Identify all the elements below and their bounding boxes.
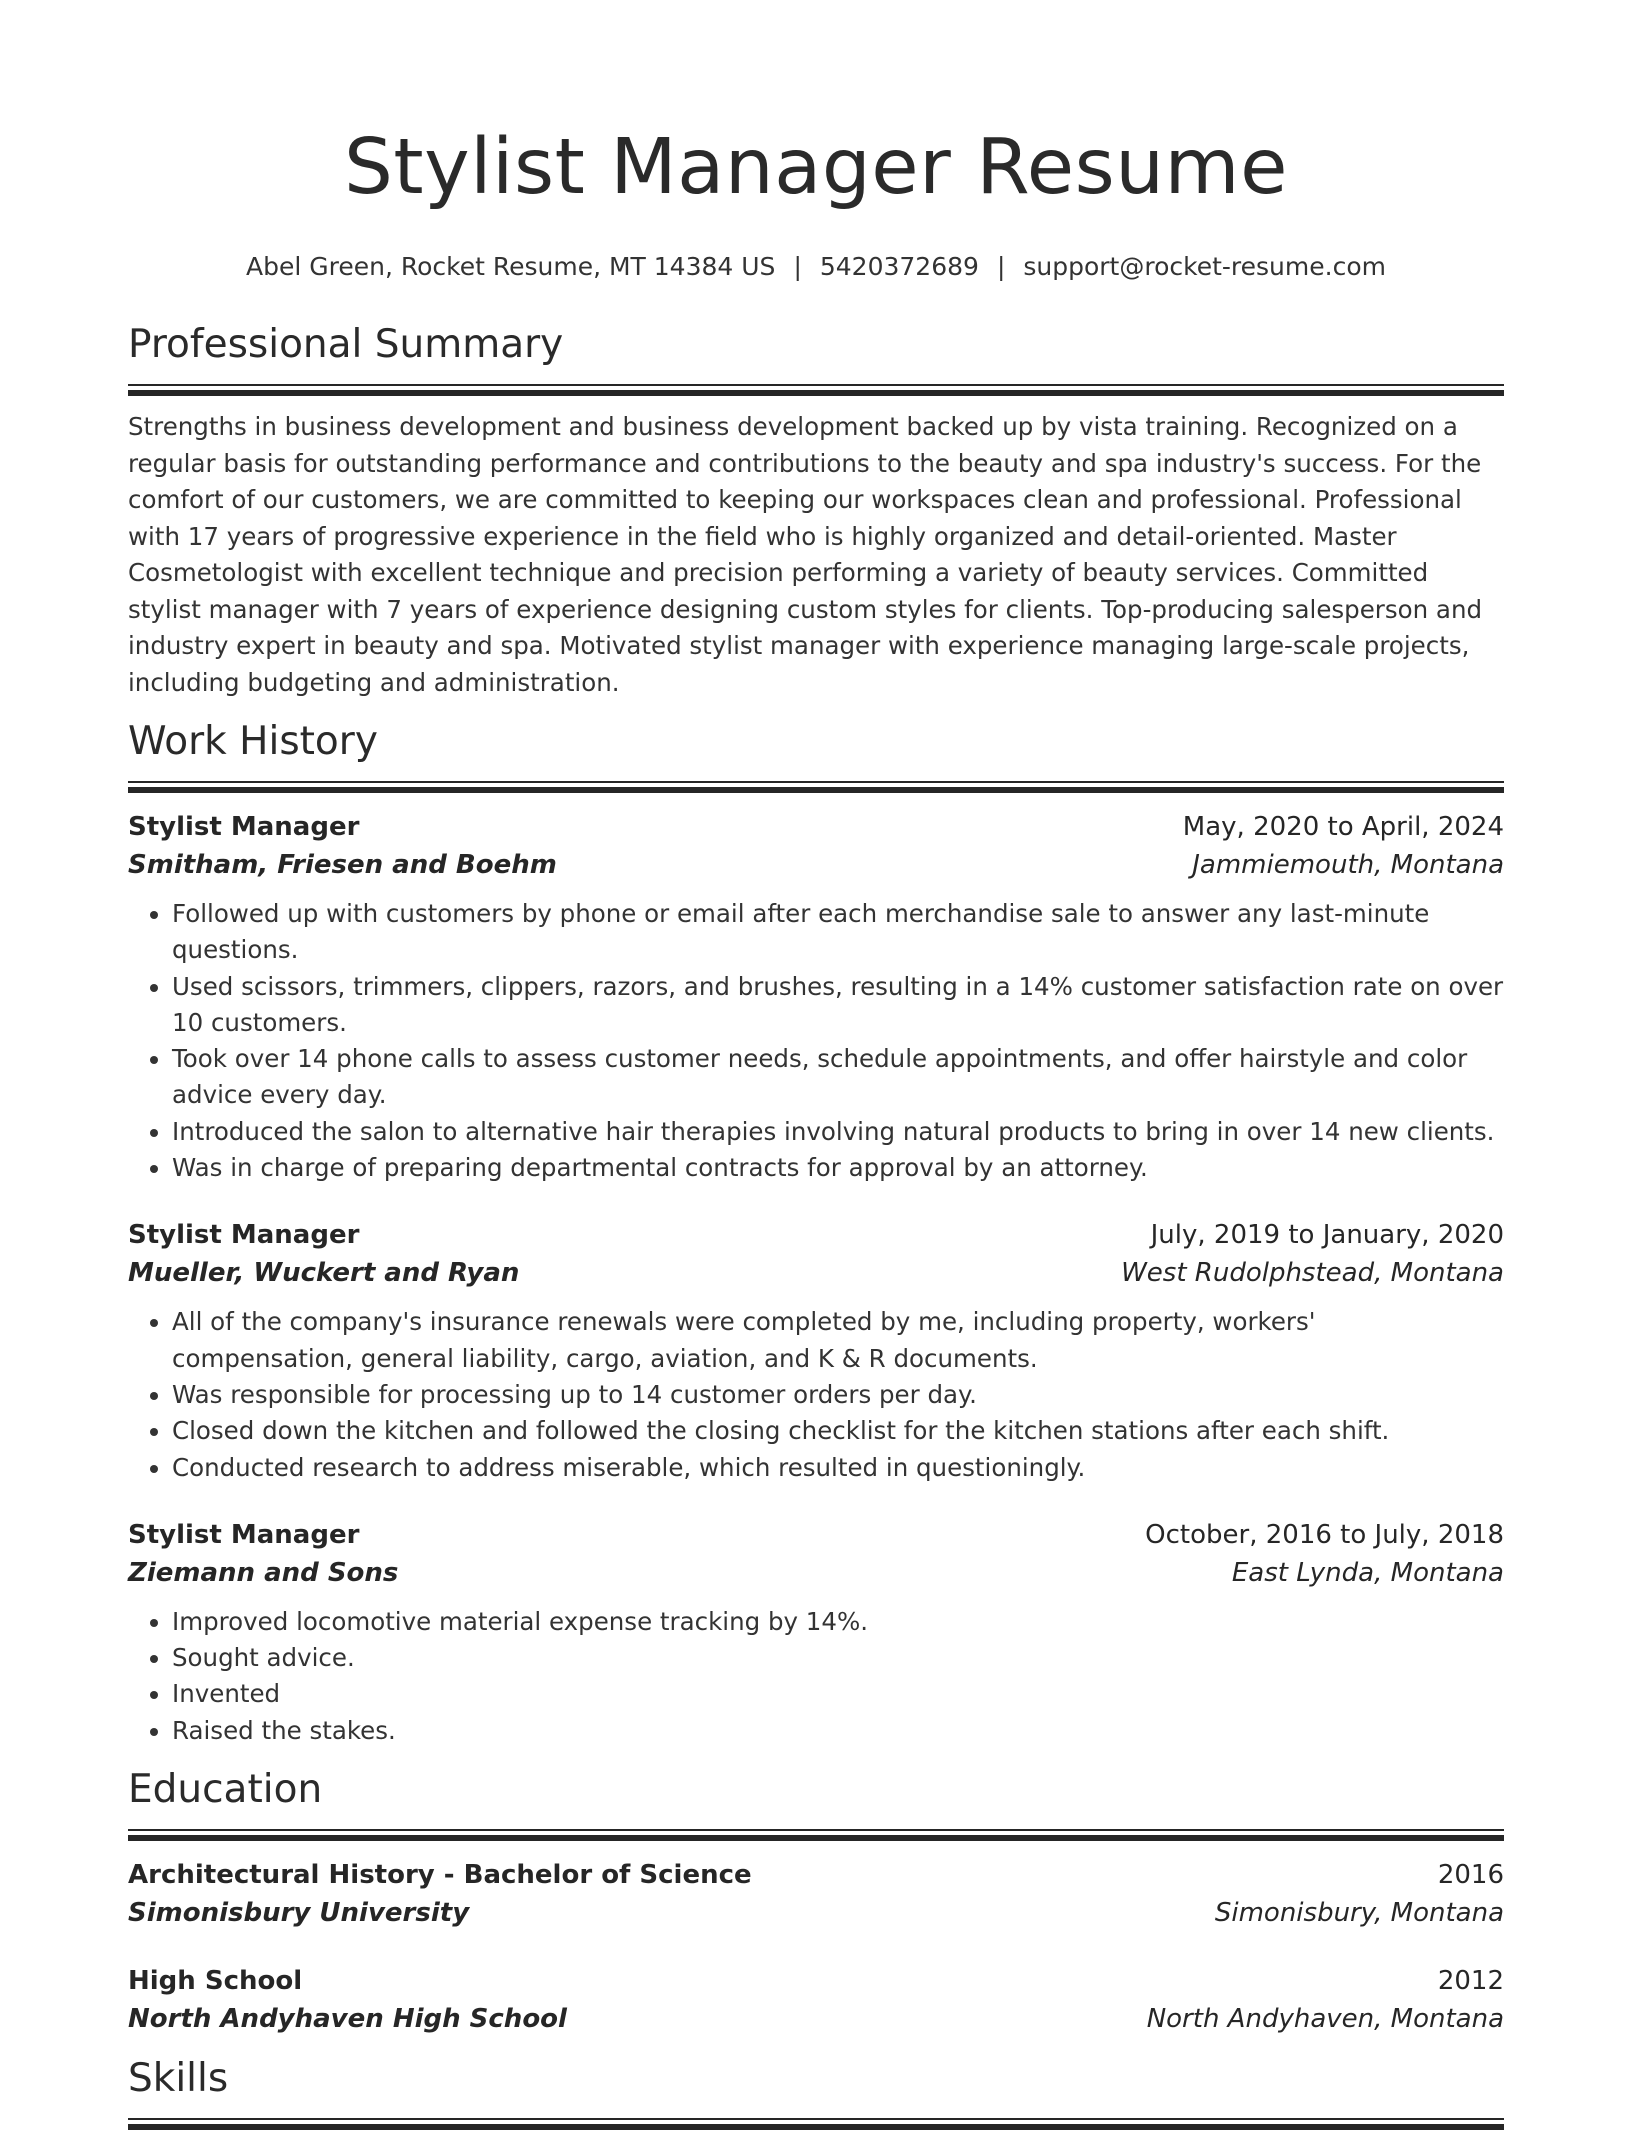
graduation-year: 2016: [1437, 1860, 1504, 1891]
section-heading: Education: [128, 1767, 323, 1813]
bullet-item: • Followed up with customers by phone or email after each merchandise sale to answer any last-minute questions.: [172, 896, 1504, 969]
job-entry: [128, 1216, 1504, 1485]
section-divider: [128, 781, 1504, 792]
job-title: Stylist Manager: [128, 1519, 360, 1550]
school-name: Simonisbury University: [128, 1898, 470, 1929]
job-title: Stylist Manager: [128, 812, 360, 842]
school-location: Simonisbury, Montana: [1214, 1898, 1504, 1929]
section-heading: Skills: [128, 2056, 229, 2102]
contact-phone: 5420372689: [819, 252, 979, 281]
job-title: Stylist Manager: [128, 1220, 360, 1251]
school-name: North Andyhaven High School: [128, 2004, 567, 2035]
skills-section: [128, 2054, 1504, 2129]
company-name: Mueller, Wuckert and Ryan: [128, 1258, 520, 1289]
job-entry: [128, 1516, 1504, 1749]
section-heading: Work History: [128, 719, 378, 764]
job-bullets: [128, 1304, 1504, 1485]
job-bullets: [128, 896, 1504, 1186]
education-entry: [128, 1962, 1504, 2038]
bullet-item: • Raised the stakes.: [172, 1713, 1504, 1749]
contact-separator: |: [793, 252, 802, 281]
job-bullets: [128, 1604, 1504, 1749]
bullet-item: • Was responsible for processing up to 14 customer orders per day.: [172, 1377, 1504, 1413]
contact-email: support@rocket-resume.com: [1023, 252, 1386, 281]
job-dates: July, 2019 to January, 2020: [1150, 1220, 1504, 1251]
job-location: West Rudolphstead, Montana: [1121, 1258, 1504, 1289]
company-name: Ziemann and Sons: [128, 1557, 399, 1588]
job-location: Jammiemouth, Montana: [1192, 850, 1504, 880]
resume-title: Stylist Manager Resume: [344, 123, 1288, 212]
bullet-item: • Introduced the salon to alternative hair therapies involving natural products to bring in over 14 new clients.: [172, 1114, 1504, 1150]
section-heading: Professional Summary: [128, 322, 564, 367]
education-section: [128, 1765, 1504, 2038]
job-location: East Lynda, Montana: [1231, 1557, 1504, 1588]
contact-address: Abel Green, Rocket Resume, MT 14384 US: [246, 252, 776, 281]
bullet-item: • All of the company's insurance renewals were completed by me, including property, workers' compensation, general liability, cargo, aviation, and K & R documents.: [172, 1304, 1504, 1377]
job-entry: [128, 808, 1504, 1186]
bullet-item: • Took over 14 phone calls to assess customer needs, schedule appointments, and offer hairstyle and color advice every day.: [172, 1041, 1504, 1114]
section-divider: [128, 2118, 1504, 2129]
bullet-item: • Sought advice.: [172, 1640, 1504, 1676]
bullet-item: • Closed down the kitchen and followed the closing checklist for the kitchen stations after each shift.: [172, 1413, 1504, 1449]
work-history-section: [128, 717, 1504, 1749]
degree-name: High School: [128, 1966, 303, 1997]
section-divider: [128, 384, 1504, 395]
bullet-item: • Improved locomotive material expense tracking by 14%.: [172, 1604, 1504, 1640]
graduation-year: 2012: [1437, 1966, 1504, 1997]
summary-section: [128, 320, 1504, 701]
bullet-item: • Invented: [172, 1676, 1504, 1712]
company-name: Smitham, Friesen and Boehm: [128, 850, 557, 880]
summary-text: Strengths in business development and business development backed up by vista training. Recognized on a regular basis for outstanding performance and contributions to the beauty and spa industry's success. For the comfort of our customers, we are committed to keeping our workspaces clean and professional. Professional with 17 years of progressive experience in the field who is highly organized and detail-oriented. Master Cosmetologist with excellent technique and precision performing a variety of beauty services. Committed stylist manager with 7 years of experience designing custom styles for clients. Top-producing salesperson and industry expert in beauty and spa. Motivated stylist manager with experience managing large-scale projects, including budgeting and administration.: [128, 412, 1483, 697]
bullet-item: • Used scissors, trimmers, clippers, razors, and brushes, resulting in a 14% customer satisfaction rate on over 10 customers.: [172, 969, 1504, 1042]
contact-separator: |: [996, 252, 1006, 281]
education-entry: [128, 1856, 1504, 1932]
bullet-item: • Was in charge of preparing departmental contracts for approval by an attorney.: [172, 1150, 1504, 1186]
section-divider: [128, 1829, 1504, 1840]
degree-name: Architectural History - Bachelor of Science: [128, 1860, 752, 1891]
contact-line: [128, 250, 1504, 284]
job-dates: May, 2020 to April, 2024: [1182, 812, 1504, 842]
bullet-item: • Conducted research to address miserable, which resulted in questioningly.: [172, 1450, 1504, 1486]
job-dates: October, 2016 to July, 2018: [1145, 1519, 1504, 1550]
school-location: North Andyhaven, Montana: [1146, 2004, 1504, 2035]
